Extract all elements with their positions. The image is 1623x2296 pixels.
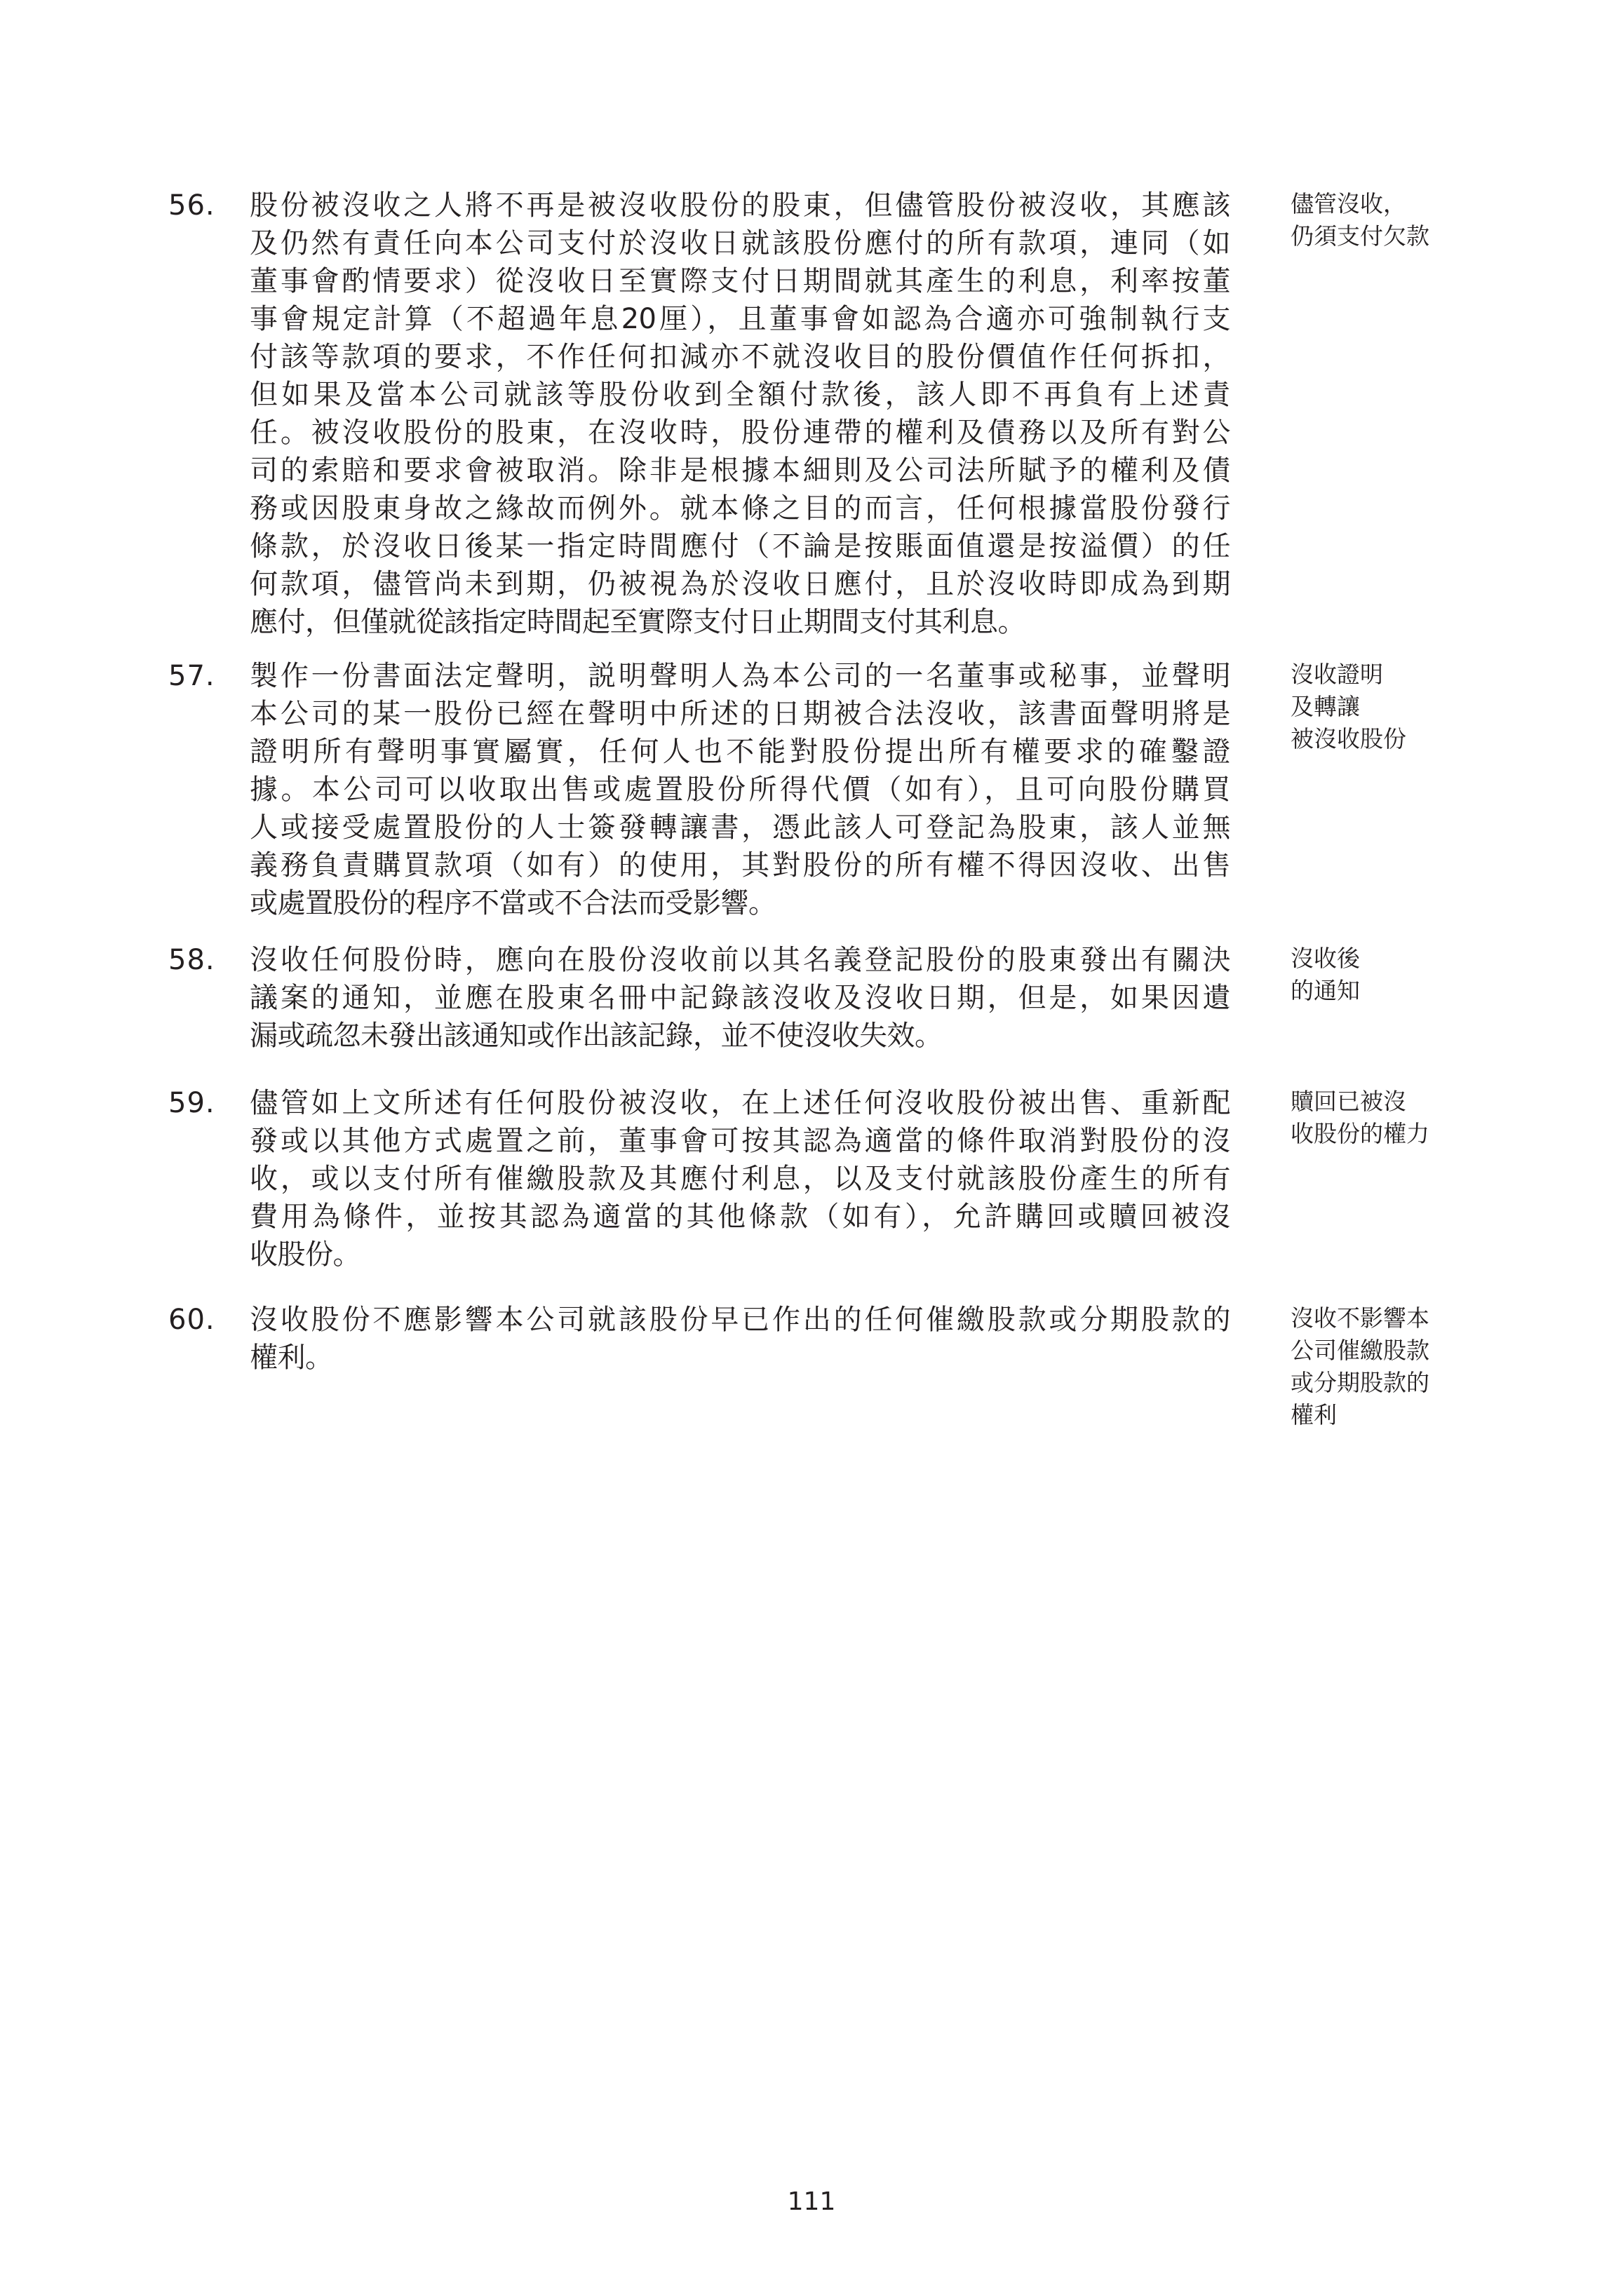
body-line: 議案的通知，並應在股東名冊中記錄該沒收及沒收日期，但是，如果因遺 xyxy=(250,982,1230,1014)
body-line: 但如果及當本公司就該等股份收到全額付款後，該人即不再負有上述責 xyxy=(250,379,1230,411)
body-line: 漏或疏忽未發出該通知或作出該記錄，並不使沒收失效。 xyxy=(250,1020,943,1052)
body-line: 人或接受處置股份的人士簽發轉讓書，憑此該人可登記為股東，該人並無 xyxy=(250,811,1230,844)
body-line: 義務負責購買款項（如有）的使用，其對股份的所有權不得因沒收、出售 xyxy=(250,849,1230,882)
margin-note: 沒收後 的通知 xyxy=(1291,945,1360,1004)
article-body xyxy=(250,1301,1230,1377)
body-line: 應付，但僅就從該指定時間起至實際支付日止期間支付其利息。 xyxy=(250,606,1025,638)
margin-note: 儘管沒收， 仍須支付欠款 xyxy=(1291,190,1429,250)
article-number: 56. xyxy=(168,189,215,222)
margin-note: 沒收不影響本 公司催繳股款 或分期股款的 權利 xyxy=(1291,1304,1429,1429)
margin-note: 贖回已被沒 收股份的權力 xyxy=(1291,1088,1429,1147)
article-body xyxy=(250,657,1230,922)
body-line: 發或以其他方式處置之前，董事會可按其認為適當的條件取消對股份的沒 xyxy=(250,1125,1230,1157)
body-line: 收股份。 xyxy=(250,1238,361,1271)
body-line: 任。被沒收股份的股東，在沒收時，股份連帶的權利及債務以及所有對公 xyxy=(250,417,1230,449)
body-line: 董事會酌情要求）從沒收日至實際支付日期間就其產生的利息，利率按董 xyxy=(250,265,1230,297)
body-line: 儘管如上文所述有任何股份被沒收，在上述任何沒收股份被出售、重新配 xyxy=(250,1087,1230,1119)
article-number: 57. xyxy=(168,660,215,692)
body-line: 司的索賠和要求會被取消。除非是根據本細則及公司法所賦予的權利及債 xyxy=(250,454,1230,487)
body-line: 務或因股東身故之緣故而例外。就本條之目的而言，任何根據當股份發行 xyxy=(250,492,1230,525)
article-body xyxy=(250,941,1230,1055)
body-line: 何款項，儘管尚未到期，仍被視為於沒收日應付，且於沒收時即成為到期 xyxy=(250,568,1230,600)
body-line: 沒收任何股份時，應向在股份沒收前以其名義登記股份的股東發出有關決 xyxy=(250,944,1230,976)
body-line: 條款，於沒收日後某一指定時間應付（不論是按賬面值還是按溢價）的任 xyxy=(250,530,1230,562)
body-line: 收，或以支付所有催繳股款及其應付利息，以及支付就該股份產生的所有 xyxy=(250,1163,1230,1195)
body-line: 付該等款項的要求，不作任何扣減亦不就沒收目的股份價值作任何拆扣， xyxy=(250,341,1230,373)
body-line: 製作一份書面法定聲明，説明聲明人為本公司的一名董事或秘事，並聲明 xyxy=(250,660,1230,692)
article-body xyxy=(250,187,1230,641)
page-number: 111 xyxy=(787,2187,836,2216)
margin-note: 沒收證明 及轉讓 被沒收股份 xyxy=(1291,661,1406,752)
body-line: 證明所有聲明事實屬實，任何人也不能對股份提出所有權要求的確鑿證 xyxy=(250,736,1230,768)
body-line: 及仍然有責任向本公司支付於沒收日就該股份應付的所有款項，連同（如 xyxy=(250,227,1230,259)
body-line: 沒收股份不應影響本公司就該股份早已作出的任何催繳股款或分期股款的 xyxy=(250,1304,1230,1336)
body-line: 事會規定計算（不超過年息20厘），且董事會如認為合適亦可強制執行支 xyxy=(250,303,1230,335)
body-line: 或處置股份的程序不當或不合法而受影響。 xyxy=(250,887,776,919)
article-number: 59. xyxy=(168,1087,215,1119)
body-line: 股份被沒收之人將不再是被沒收股份的股東，但儘管股份被沒收，其應該 xyxy=(250,189,1230,222)
body-line: 本公司的某一股份已經在聲明中所述的日期被合法沒收，該書面聲明將是 xyxy=(250,698,1230,730)
body-line: 權利。 xyxy=(250,1342,333,1374)
body-line: 據。本公司可以收取出售或處置股份所得代價（如有），且可向股份購買 xyxy=(250,774,1230,806)
article-number: 58. xyxy=(168,944,215,976)
article-number: 60. xyxy=(168,1304,215,1336)
body-line: 費用為條件，並按其認為適當的其他條款（如有），允許購回或贖回被沒 xyxy=(250,1201,1230,1233)
article-body xyxy=(250,1084,1230,1274)
